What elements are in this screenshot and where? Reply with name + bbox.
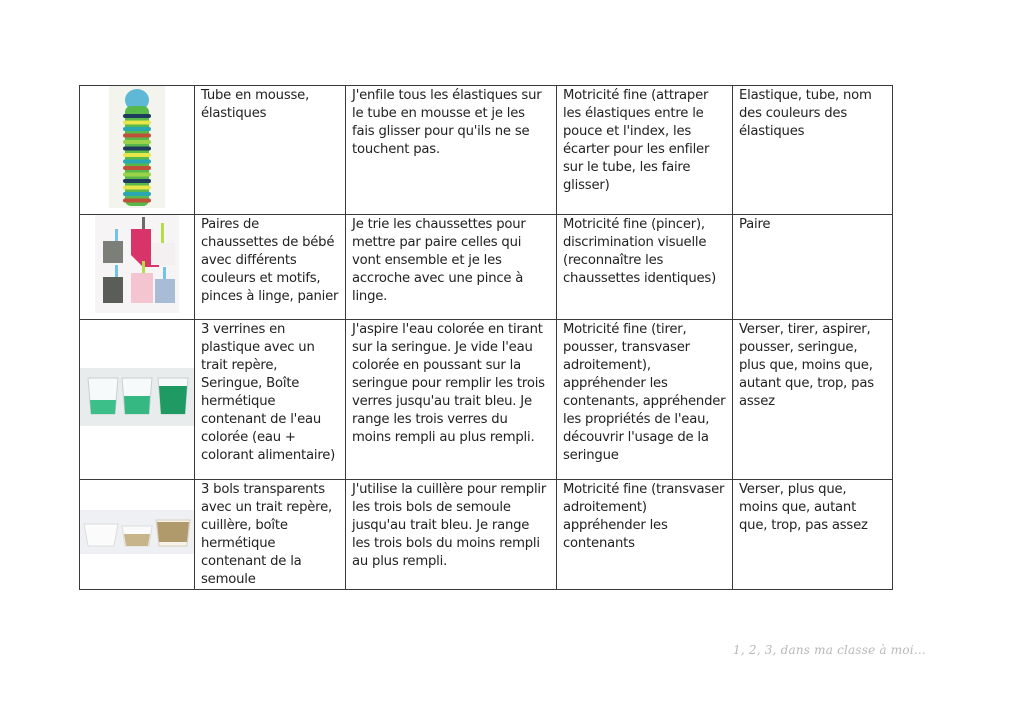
elastic-band: [123, 121, 151, 125]
photo-cell: [80, 320, 195, 480]
photo-cell: [80, 480, 195, 590]
competences-cell: Motricité fine (pincer), discrimination visuelle (reconnaître les chaussettes identiques): [557, 215, 733, 320]
table-row: [80, 215, 893, 320]
materiel-cell: 3 bols transparents avec un trait repère, cuillère, boîte hermétique contenant de la semoule: [195, 480, 346, 590]
vocabulaire-cell: Verser, tirer, aspirer, pousser, seringue, plus que, moins que, autant que, trop, pas assez: [733, 320, 893, 480]
elastic-band: [123, 134, 151, 138]
elastic-band: [123, 199, 151, 203]
table-row: [80, 480, 893, 590]
photo-cell: [80, 86, 195, 215]
activite-cell: J'enfile tous les élastiques sur le tube en mousse et je les fais glisser pour qu'ils ne se touchent pas.: [346, 86, 557, 215]
activite-cell: Je trie les chaussettes pour mettre par paire celles qui vont ensemble et je les accroche avec une pince à linge.: [346, 215, 557, 320]
semolina-bowls-photo: [80, 510, 194, 554]
elastic-band: [123, 140, 151, 144]
footer-signature: 1, 2, 3, dans ma classe à moi...: [733, 643, 926, 657]
elastic-band: [123, 114, 151, 118]
elastic-band: [123, 160, 151, 164]
elastic-band: [123, 127, 151, 131]
foam-tube-with-elastics-photo: [109, 86, 165, 208]
elastic-band: [123, 179, 151, 183]
elastic-band: [123, 173, 151, 177]
vocabulaire-cell: Elastique, tube, nom des couleurs des élastiques: [733, 86, 893, 215]
elastic-band: [123, 192, 151, 196]
competences-cell: Motricité fine (transvaser adroitement) appréhender les contenants: [557, 480, 733, 590]
competences-cell: Motricité fine (attraper les élastiques entre le pouce et l'index, les écarter pour les enfiler sur le tube, les faire glisser): [557, 86, 733, 215]
activite-cell: J'utilise la cuillère pour remplir les trois bols de semoule jusqu'au trait bleu. Je range les trois bols du moins rempli au plus rempli.: [346, 480, 557, 590]
table-row: [80, 86, 893, 215]
competences-cell: Motricité fine (tirer, pousser, transvaser adroitement), appréhender les contenants, appréhender les propriétés de l'eau, découvrir l'usage de la seringue: [557, 320, 733, 480]
table-row: [80, 320, 893, 480]
photo-cell: [80, 215, 195, 320]
materiel-cell: Tube en mousse, élastiques: [195, 86, 346, 215]
elastic-band: [123, 186, 151, 190]
activite-cell: J'aspire l'eau colorée en tirant sur la seringue. Je vide l'eau colorée en poussant sur la seringue pour remplir les trois verres jusqu'au trait bleu. Je range les trois verres du moins rempli au plus rempli.: [346, 320, 557, 480]
elastic-band: [123, 166, 151, 170]
activities-table: [79, 85, 893, 590]
elastic-band: [123, 147, 151, 151]
materiel-cell: Paires de chaussettes de bébé avec différents couleurs et motifs, pinces à linge, panier: [195, 215, 346, 320]
elastic-band: [123, 153, 151, 157]
green-water-glasses-photo: [80, 368, 194, 426]
vocabulaire-cell: Paire: [733, 215, 893, 320]
materiel-cell: 3 verrines en plastique avec un trait repère, Seringue, Boîte hermétique contenant de l'eau colorée (eau + colorant alimentaire): [195, 320, 346, 480]
vocabulaire-cell: Verser, plus que, moins que, autant que, trop, pas assez: [733, 480, 893, 590]
baby-socks-with-clothespins-photo: [95, 215, 179, 313]
